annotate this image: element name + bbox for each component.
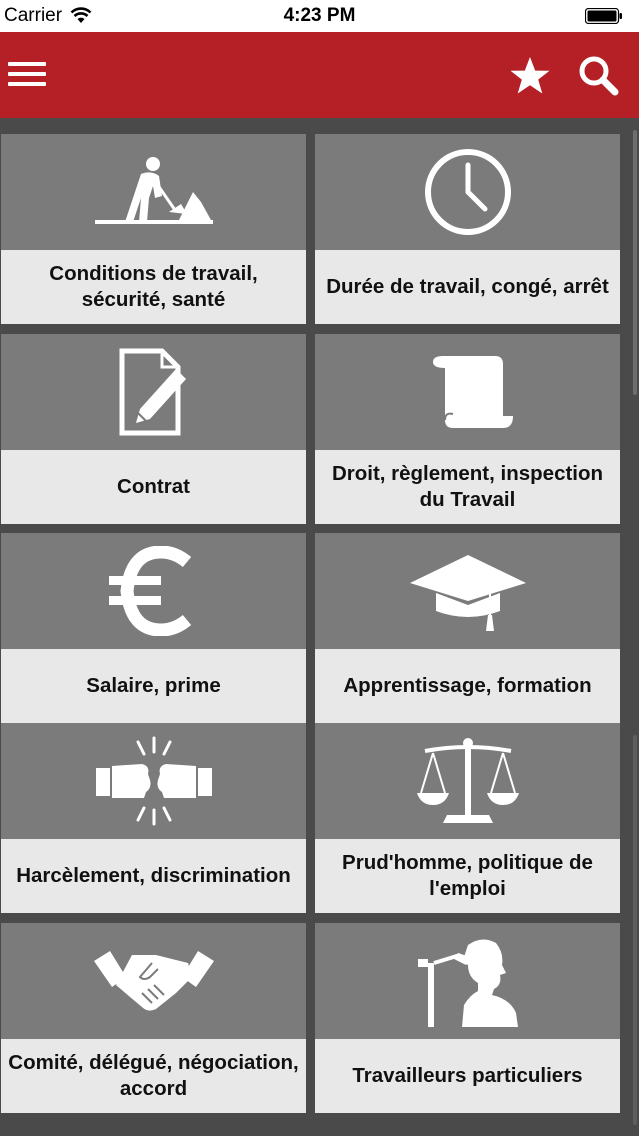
battery-icon	[585, 8, 623, 24]
category-tile-committee[interactable]	[1, 923, 306, 1113]
category-tile-law-regulation[interactable]	[315, 334, 620, 524]
menu-button[interactable]	[8, 58, 48, 92]
search-button[interactable]	[576, 54, 620, 98]
category-tile-apprenticeship[interactable]	[315, 533, 620, 723]
speaker-microphone-icon	[406, 933, 530, 1029]
contract-pen-icon	[114, 347, 194, 437]
fists-clash-icon	[92, 736, 216, 826]
star-icon	[508, 54, 552, 98]
euro-icon	[109, 546, 199, 636]
category-tile-labour-court[interactable]	[315, 723, 620, 913]
category-label: Travailleurs particuliers	[352, 1064, 583, 1087]
graduation-cap-icon	[406, 549, 530, 633]
category-tile-special-workers[interactable]	[315, 923, 620, 1113]
status-bar	[0, 0, 639, 32]
category-label: Harcèlement, discrimination	[16, 864, 291, 887]
hamburger-menu-icon	[8, 58, 48, 92]
worker-shovel-icon	[89, 152, 219, 232]
clock-icon	[423, 147, 513, 237]
category-label: Apprentissage, formation	[343, 674, 592, 697]
category-label: Durée de travail, congé, arrêt	[326, 275, 609, 298]
category-label: Conditions de travail, sécurité, santé	[49, 262, 258, 311]
top-nav-bar	[0, 32, 639, 118]
carrier-label: Carrier	[4, 5, 63, 26]
category-label: Salaire, prime	[86, 674, 221, 697]
category-tile-contract[interactable]	[1, 334, 306, 524]
scales-icon	[413, 735, 523, 827]
category-label: Droit, règlement, inspection du Travail	[331, 462, 604, 511]
scroll-icon	[423, 350, 513, 434]
category-tile-harassment[interactable]	[1, 723, 306, 913]
search-icon	[576, 54, 620, 98]
category-grid	[0, 118, 639, 1136]
category-tile-working-conditions[interactable]	[1, 134, 306, 324]
category-label: Comité, délégué, négociation, accord	[8, 1051, 299, 1100]
category-tile-salary[interactable]	[1, 533, 306, 723]
scroll-indicator-secondary	[633, 735, 637, 1125]
category-tile-work-duration[interactable]	[315, 134, 620, 324]
scroll-indicator[interactable]	[633, 130, 637, 395]
clock-time: 4:23 PM	[283, 5, 356, 26]
favorites-button[interactable]	[508, 54, 552, 98]
category-label: Prud'homme, politique de l'emploi	[342, 851, 593, 900]
handshake-icon	[92, 941, 216, 1021]
category-label: Contrat	[117, 475, 190, 498]
